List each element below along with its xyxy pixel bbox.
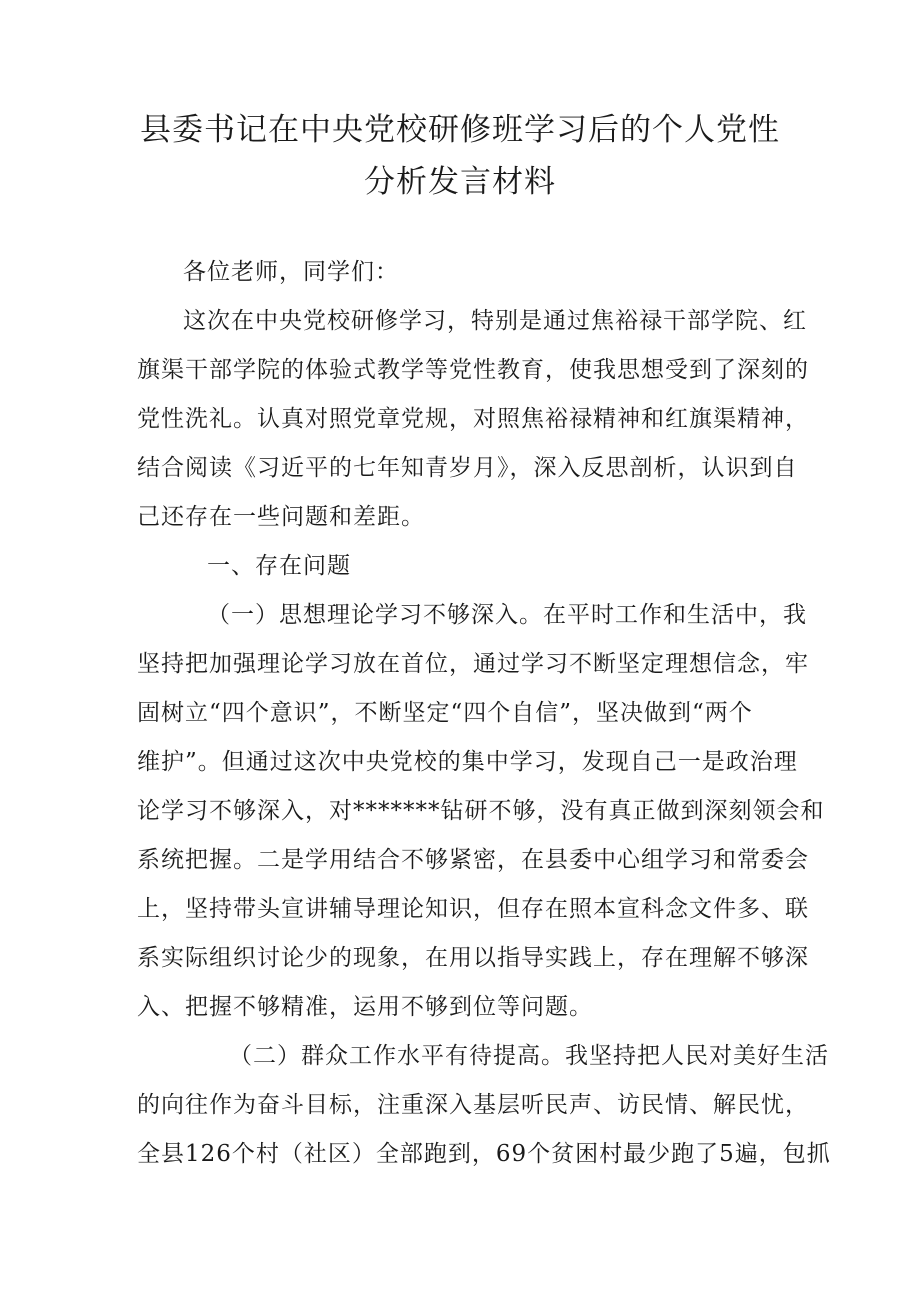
paragraph-line: 维护”。但通过这次中央党校的集中学习，发现自己一是政治理	[137, 749, 798, 775]
subsection-line: （一）思想理论学习不够深入。在平时工作和生活中，我	[207, 602, 807, 628]
paragraph-line: 坚持把加强理论学习放在首位，通过学习不断坚定理想信念，牢	[137, 651, 809, 677]
paragraph-line: 论学习不够深入，对*******钻研不够，没有真正做到深刻领会和	[137, 798, 825, 824]
paragraph-line: 系统把握。二是学用结合不够紧密，在县委中心组学习和常委会	[137, 847, 809, 873]
paragraph-line: 这次在中央党校研修学习，特别是通过焦裕禄干部学院、红	[183, 308, 807, 334]
paragraph-line: 入、把握不够精准，运用不够到位等问题。	[137, 994, 593, 1020]
section-heading: 一、存在问题	[207, 553, 351, 579]
subsection-line: （二）群众工作水平有待提高。我坚持把人民对美好生活	[229, 1043, 829, 1069]
paragraph-line: 结合阅读《习近平的七年知青岁月》，深入反思剖析，认识到自	[137, 455, 798, 481]
document-title	[0, 104, 920, 208]
paragraph-line: 党性洗礼。认真对照党章党规，对照焦裕禄精神和红旗渠精神，	[137, 406, 809, 432]
document-body	[137, 248, 831, 1179]
paragraph-line: 固树立“四个意识”，不断坚定“四个自信”，坚决做到“两个	[137, 700, 753, 726]
paragraph-line: 全县126个村（社区）全部跑到，69个贫困村最少跑了5遍，包抓	[137, 1141, 831, 1167]
paragraph-line: 旗渠干部学院的体验式教学等党性教育，使我思想受到了深刻的	[137, 357, 809, 383]
title-line-1: 县委书记在中央党校研修班学习后的个人党性	[140, 112, 780, 148]
salutation: 各位老师，同学们：	[183, 259, 399, 285]
title-line-2: 分析发言材料	[364, 164, 556, 200]
paragraph-line: 的向往作为奋斗目标，注重深入基层听民声、访民情、解民忧，	[137, 1092, 809, 1118]
paragraph-line: 系实际组织讨论少的现象，在用以指导实践上，存在理解不够深	[137, 945, 809, 971]
paragraph-line: 己还存在一些问题和差距。	[137, 504, 425, 530]
paragraph-line: 上，坚持带头宣讲辅导理论知识，但存在照本宣科念文件多、联	[137, 896, 809, 922]
